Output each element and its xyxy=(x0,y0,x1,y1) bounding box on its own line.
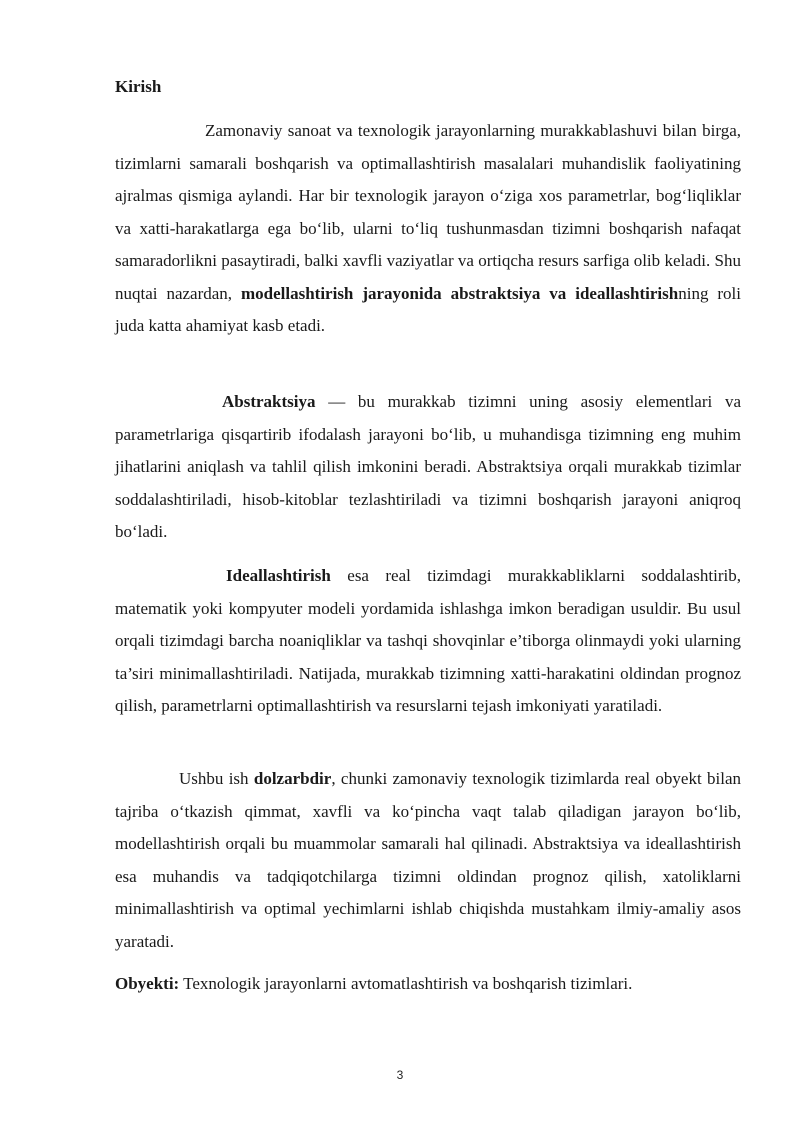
intro-paragraph-lead: Zamonaviy sanoat va texnologik jarayonlarning murakkablashuvi bilan birga, tizimlarni samarali boshqarish va optimallashtirish masalalari muhandislik faoliyatining ajralmas qismiga aylandi. Har bir texnologik jarayon o‘ziga xos parametrlar, bog‘liqliklar va xatti-harakatlarga ega bo‘lib, ularni to‘liq tushunmasdan tizimni boshqarish nafaqat samaradorlikni pasaytiradi, balki xavfli vaziyatlar va ortiqcha resurs sarfiga olib keladi. Shu nuqtai nazardan, xyxy=(115,121,741,303)
idealization-term: Ideallashtirish xyxy=(226,566,331,585)
section-heading: Kirish xyxy=(115,77,162,96)
intro-paragraph xyxy=(115,115,741,343)
idealization-definition: esa real tizimdagi murakkabliklarni soddalashtirib, matematik yoki kompyuter modeli yordamida ishlashga imkon beradigan usuldir. Bu usul orqali tizimdagi barcha noaniqliklar va tashqi shovqinlar e’tiborga olinmaydi yoki ularning ta’siri minimallashtiriladi. Natijada, murakkab tizimning xatti-harakatini oldindan prognoz qilish, parametrlarni optimallashtirish va resurslarni tejash imkoniyati yaratiladi. xyxy=(115,566,741,715)
relevance-term: dolzarbdir xyxy=(253,769,332,788)
object-label: Obyekti: xyxy=(115,974,180,993)
abstraction-definition: — bu murakkab tizimni uning asosiy elementlari va parametrlariga qisqartirib ifodalash jarayoni bo‘lib, u muhandisga tizimning eng muhim jihatlarini aniqlash va tahlil qilish imkonini beradi. Abstraktsiya orqali murakkab tizimlar soddalashtiriladi, hisob-kitoblar tezlashtiriladi va tizimni boshqarish jarayoni aniqroq bo‘ladi. xyxy=(115,392,741,541)
relevance-text: , chunki zamonaviy texnologik tizimlarda real obyekt bilan tajriba o‘tkazish qimmat, xavfli va ko‘pincha vaqt talab qiladigan jarayon bo‘lib, modellashtirish orqali bu muammolar samarali hal qilinadi. Abstraktsiya va ideallashtirish esa muhandis va tadqiqotchilarga tizimni oldindan prognoz qilish, xatoliklarni minimallashtirish va optimal yechimlarni ishlab chiqishda mustahkam ilmiy-amaliy asos yaratadi. xyxy=(115,769,742,951)
intro-paragraph-bold: modellashtirish jarayonida abstraktsiya va ideallashtirish xyxy=(240,283,679,303)
relevance-lead: Ushbu ish xyxy=(179,769,254,788)
object-text: Texnologik jarayonlarni avtomatlashtirish va boshqarish tizimlari. xyxy=(179,974,633,993)
idealization-paragraph xyxy=(115,560,741,723)
object-paragraph xyxy=(115,968,741,1001)
page-number: 3 xyxy=(396,1068,404,1082)
abstraction-term: Abstraktsiya xyxy=(222,392,316,411)
abstraction-paragraph xyxy=(115,386,741,549)
relevance-paragraph xyxy=(115,763,741,958)
intro-paragraph-tail: ning roli juda katta ahamiyat kasb etadi. xyxy=(115,283,741,335)
